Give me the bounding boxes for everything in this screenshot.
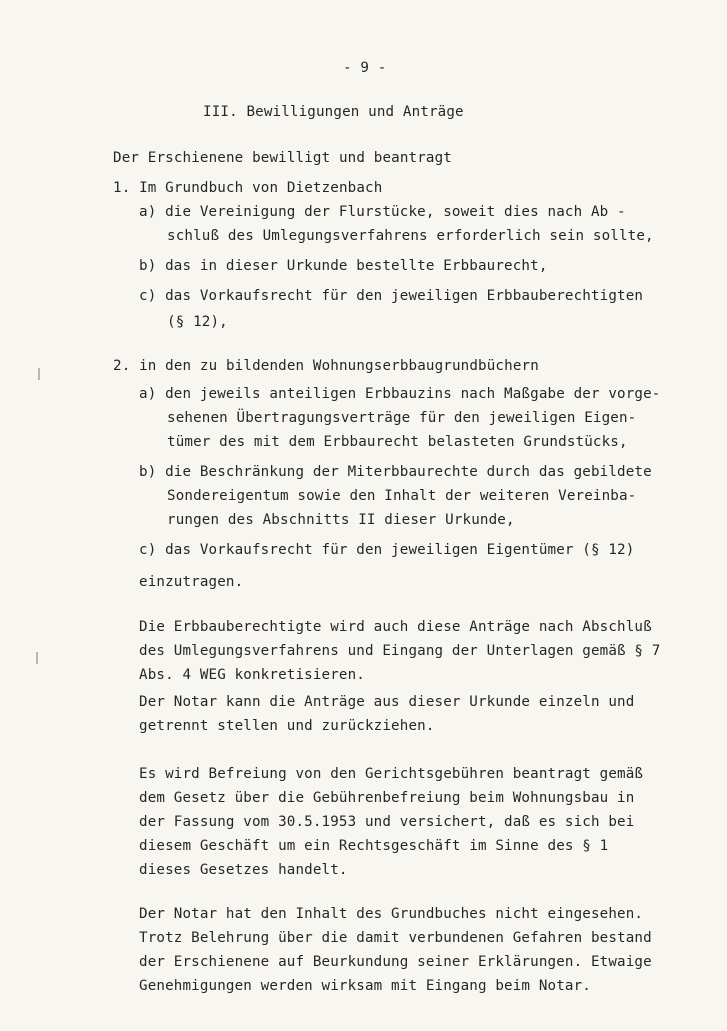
text-line: c) das Vorkaufsrecht für den jeweiligen Erbbauberechtigten [139, 288, 644, 304]
text-line: b) die Beschränkung der Miterbbaurechte durch das gebildete [139, 464, 652, 480]
text-line: Genehmigungen werden wirksam mit Eingang beim Notar. [139, 978, 591, 994]
text-line: getrennt stellen und zurückziehen. [139, 718, 435, 734]
text-line: a) den jeweils anteiligen Erbbauzins nach Maßgabe der vorge- [139, 386, 661, 402]
scan-mark [38, 368, 40, 380]
text-line: schluß des Umlegungsverfahrens erforderlich sein sollte, [167, 228, 654, 244]
scan-mark [36, 652, 38, 664]
text-line: Sondereigentum sowie den Inhalt der weiteren Vereinba- [167, 488, 637, 504]
text-line: des Umlegungsverfahrens und Eingang der Unterlagen gemäß § 7 [139, 643, 661, 659]
text-line: tümer des mit dem Erbbaurecht belasteten Grundstücks, [167, 434, 628, 450]
section-heading: III. Bewilligungen und Anträge [203, 104, 464, 120]
text-line: a) die Vereinigung der Flurstücke, soweit dies nach Ab - [139, 204, 626, 220]
text-line: c) das Vorkaufsrecht für den jeweiligen Eigentümer (§ 12) [139, 542, 635, 558]
text-line: Abs. 4 WEG konkretisieren. [139, 667, 365, 683]
text-line: Der Notar hat den Inhalt des Grundbuches nicht eingesehen. [139, 906, 644, 922]
text-line: Der Notar kann die Anträge aus dieser Urkunde einzeln und [139, 694, 635, 710]
text-line: Es wird Befreiung von den Gerichtsgebühren beantragt gemäß [139, 766, 644, 782]
text-line: rungen des Abschnitts II dieser Urkunde, [167, 512, 515, 528]
text-line: der Erschienene auf Beurkundung seiner Erklärungen. Etwaige [139, 954, 652, 970]
text-line: dieses Gesetzes handelt. [139, 862, 348, 878]
text-line: 1. Im Grundbuch von Dietzenbach [113, 180, 383, 196]
text-line: 2. in den zu bildenden Wohnungserbbaugrundbüchern [113, 358, 539, 374]
page-number: - 9 - [343, 60, 387, 76]
text-line: einzutragen. [139, 574, 244, 590]
text-line: diesem Geschäft um ein Rechtsgeschäft im Sinne des § 1 [139, 838, 609, 854]
text-line: der Fassung vom 30.5.1953 und versichert, daß es sich bei [139, 814, 635, 830]
text-line: Die Erbbauberechtigte wird auch diese Anträge nach Abschluß [139, 619, 652, 635]
text-line: Trotz Belehrung über die damit verbundenen Gefahren bestand [139, 930, 652, 946]
text-line: b) das in dieser Urkunde bestellte Erbbaurecht, [139, 258, 548, 274]
text-line: sehenen Übertragungsverträge für den jeweiligen Eigen- [167, 410, 637, 426]
text-line: dem Gesetz über die Gebührenbefreiung beim Wohnungsbau in [139, 790, 635, 806]
text-line: Der Erschienene bewilligt und beantragt [113, 150, 452, 166]
text-line: (§ 12), [167, 314, 228, 330]
